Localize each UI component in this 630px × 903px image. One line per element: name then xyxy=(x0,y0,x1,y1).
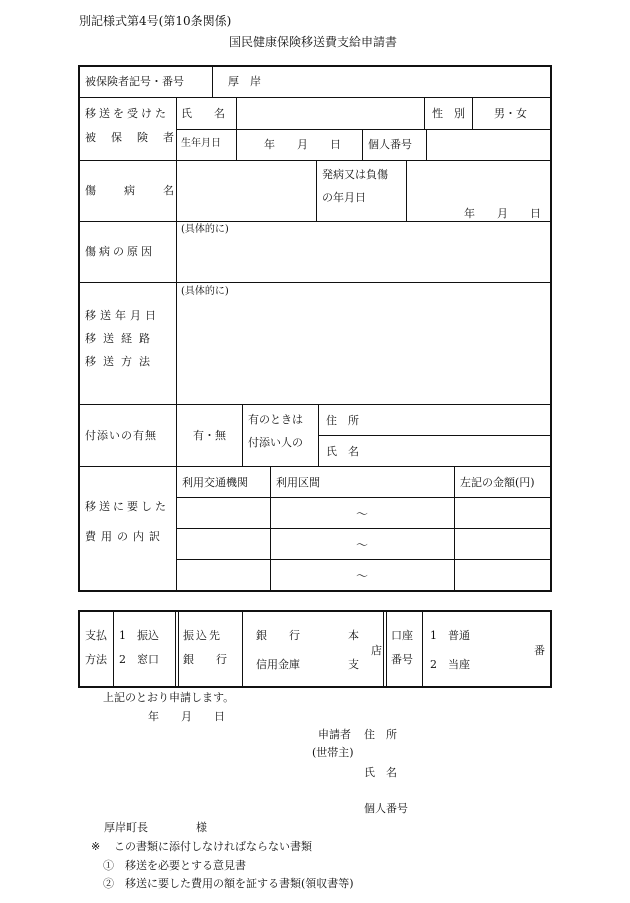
bank-type-credit: 信用金庫 xyxy=(256,658,300,671)
cost-row-3-transport[interactable] xyxy=(178,561,268,589)
honorific: 様 xyxy=(196,821,207,834)
note-mark: ※ xyxy=(91,840,101,853)
payment-option-counter[interactable]: 2 窓口 xyxy=(119,653,159,666)
personal-number-field[interactable] xyxy=(428,131,548,158)
cause-hint: (具体的に) xyxy=(181,224,229,235)
attachment-item-1: ① 移送を必要とする意見書 xyxy=(103,859,246,872)
payment-method-label-1: 支払 xyxy=(85,629,107,642)
form-reference: 別記様式第4号(第10条関係) xyxy=(79,14,232,28)
birthdate-label: 生年月日 xyxy=(181,138,221,149)
cause-label: 傷病の原因 xyxy=(85,245,155,258)
cost-row-2-range[interactable]: ～ xyxy=(356,538,369,552)
patient-name-field[interactable] xyxy=(238,99,422,127)
transport-method-label: 移送方法 xyxy=(85,355,157,368)
cost-row-2-transport[interactable] xyxy=(178,530,268,557)
applicant-label: 申請者 xyxy=(318,728,351,741)
bank-type-bank: 銀 行 xyxy=(256,629,300,642)
transport-date-label: 移送年月日 xyxy=(85,309,160,322)
attendant-when-line2: 付添い人の xyxy=(248,436,303,449)
bank-name-field[interactable] xyxy=(244,613,381,685)
account-label-1: 口座 xyxy=(391,629,413,642)
gender-choice[interactable]: 男・女 xyxy=(494,107,527,120)
account-number-field[interactable] xyxy=(478,613,532,685)
transport-field[interactable] xyxy=(178,300,548,402)
disease-label: 傷 病 名 xyxy=(85,184,176,197)
attendant-address-field[interactable] xyxy=(380,406,548,433)
transport-hint: (具体的に) xyxy=(181,286,229,297)
cost-column-transport: 利用交通機関 xyxy=(182,476,248,489)
patient-label-line2: 被 保 険 者 xyxy=(85,131,176,144)
payment-option-transfer[interactable]: 1 振込 xyxy=(119,629,159,642)
attachment-item-2: ② 移送に要した費用の額を証する書類(領収書等) xyxy=(103,877,354,890)
insured-number-field[interactable] xyxy=(290,68,548,95)
cost-row-1-range[interactable]: ～ xyxy=(356,507,369,521)
onset-date-field[interactable]: 年 月 日 xyxy=(464,207,541,220)
cost-column-range: 利用区間 xyxy=(276,476,320,489)
applicant-name-label: 氏 名 xyxy=(364,766,397,779)
note-title: この書類に添付しなければならない書類 xyxy=(114,840,312,853)
cost-row-1-transport[interactable] xyxy=(178,499,268,526)
declaration-date[interactable]: 年 月 日 xyxy=(148,710,225,723)
addressee: 厚岸町長 xyxy=(104,821,148,834)
cost-row-3-range[interactable]: ～ xyxy=(356,569,369,583)
insured-number-prefix: 厚 岸 xyxy=(228,75,261,88)
gender-label: 性 別 xyxy=(432,107,465,120)
onset-label-line2: の年月日 xyxy=(322,191,366,204)
applicant-address-label: 住 所 xyxy=(364,728,397,741)
account-number-suffix: 番 xyxy=(534,644,545,657)
attendant-name-field[interactable] xyxy=(380,437,548,464)
main-branch-1: 本 xyxy=(348,629,359,642)
cost-label-line1: 移送に要した xyxy=(85,500,169,513)
attendant-when-line1: 有のときは xyxy=(248,413,303,426)
page-title: 国民健康保険移送費支給申請書 xyxy=(229,35,398,49)
attendant-name-label: 氏 名 xyxy=(326,445,359,458)
account-label-2: 番号 xyxy=(391,653,413,666)
transport-route-label: 移送経路 xyxy=(85,332,157,345)
cost-row-1-amount[interactable] xyxy=(456,499,548,526)
attendant-choice[interactable]: 有・無 xyxy=(193,429,226,442)
applicant-personal-number-label: 個人番号 xyxy=(364,802,408,815)
cost-row-2-amount[interactable] xyxy=(456,530,548,557)
attendant-label: 付添いの有無 xyxy=(85,429,157,442)
household-head-label: (世帯主) xyxy=(312,746,354,759)
account-type-savings[interactable]: 1 普通 xyxy=(430,629,470,642)
bank-label-1: 振込先 xyxy=(183,629,222,642)
cost-row-3-amount[interactable] xyxy=(456,561,548,589)
account-type-checking[interactable]: 2 当座 xyxy=(430,658,470,671)
cost-label-line2: 費用の内訳 xyxy=(85,530,165,543)
insured-number-label: 被保険者記号・番号 xyxy=(85,75,184,88)
cost-column-amount: 左記の金額(円) xyxy=(460,476,535,489)
name-label: 氏 名 xyxy=(181,107,225,120)
onset-label-line1: 発病又は負傷 xyxy=(322,168,388,181)
patient-label-line1: 移送を受けた xyxy=(85,107,169,120)
main-branch-2: 店 xyxy=(371,644,382,657)
bank-label-2: 銀 行 xyxy=(183,653,227,666)
payment-method-label-2: 方法 xyxy=(85,653,107,666)
branch-label: 支 xyxy=(348,658,359,671)
personal-number-label: 個人番号 xyxy=(368,138,412,151)
birthdate-field[interactable]: 年 月 日 xyxy=(264,138,341,151)
declaration-statement: 上記のとおり申請します。 xyxy=(103,691,235,704)
cause-field[interactable] xyxy=(178,238,548,280)
attendant-address-label: 住 所 xyxy=(326,414,359,427)
disease-field[interactable] xyxy=(178,162,314,219)
